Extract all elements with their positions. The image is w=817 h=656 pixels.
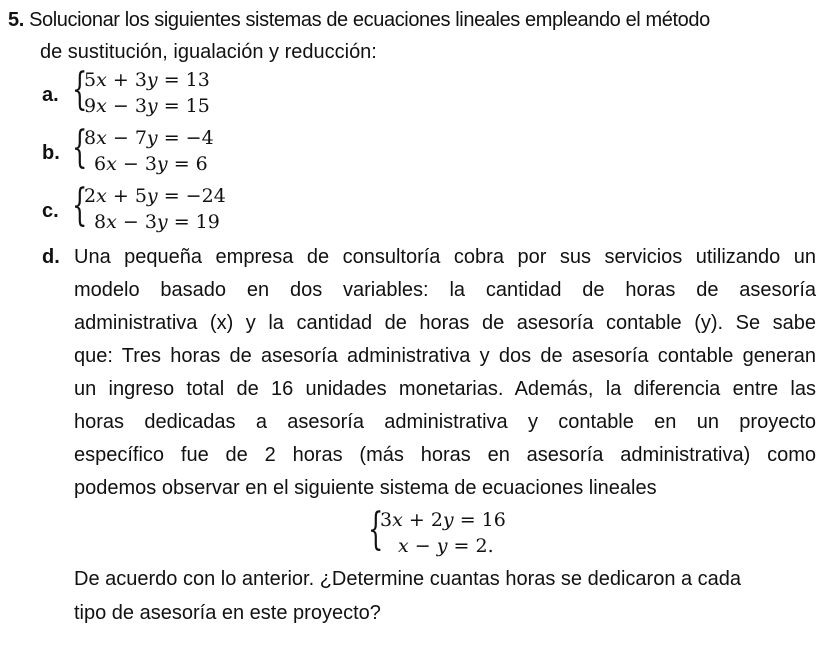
item-d-line-5: un ingreso total de 16 unidades monetarias. Además, la diferencia entre las	[74, 378, 816, 400]
item-d-question-line1: De acuerdo con lo anterior. ¿Determine cuantas horas se dedicaron a cada	[74, 568, 742, 590]
problem-heading	[8, 8, 710, 32]
item-d-line-1: Una pequeña empresa de consultoría cobra por sus servicios utilizando un	[74, 246, 816, 268]
system-b-brace: {	[72, 122, 88, 173]
system-b-eq2: 6x − 3y = 6	[94, 153, 208, 175]
item-d-line-8: podemos observar en el siguiente sistema de ecuaciones lineales	[74, 477, 657, 499]
item-d-line-7: específico fue de 2 horas (más horas en asesoría administrativa) como	[74, 444, 816, 466]
item-d-line-4: que: Tres horas de asesoría administrativa y dos de asesoría contable generan	[74, 345, 816, 367]
system-d-eq1: 3x + 2y = 16	[380, 509, 506, 531]
problem-number: 5.	[8, 9, 24, 31]
item-d-line-2: modelo basado en dos variables: la cantidad de horas de asesoría	[74, 279, 816, 301]
system-a-eq2: 9x − 3y = 15	[84, 95, 210, 117]
system-c-label: c.	[42, 200, 59, 222]
system-a-brace: {	[72, 64, 88, 115]
item-d-paragraph	[74, 241, 816, 505]
item-d-line-6: horas dedicadas a asesoría administrativa y contable en un proyecto	[74, 411, 816, 433]
problem-heading-line1: Solucionar los siguientes sistemas de ecuaciones lineales empleando el método	[29, 9, 710, 31]
system-d-eq2: x − y = 2.	[398, 535, 494, 557]
system-b-eq1: 8x − 7y = −4	[84, 127, 214, 149]
system-a-label: a.	[42, 84, 59, 106]
system-b-label: b.	[42, 142, 60, 164]
system-c-eq1: 2x + 5y = −24	[84, 185, 226, 207]
problem-heading-line2: de sustitución, igualación y reducción:	[40, 41, 377, 63]
item-d-line-3: administrativa (x) y la cantidad de horas de asesoría contable (y). Se sabe	[74, 312, 816, 334]
system-c-brace: {	[72, 180, 88, 231]
system-a-eq1: 5x + 3y = 13	[84, 69, 210, 91]
system-c-eq2: 8x − 3y = 19	[94, 211, 220, 233]
item-d-label: d.	[42, 246, 60, 268]
system-d-brace: {	[368, 504, 384, 555]
item-d-question-line2: tipo de asesoría en este proyecto?	[74, 602, 381, 624]
